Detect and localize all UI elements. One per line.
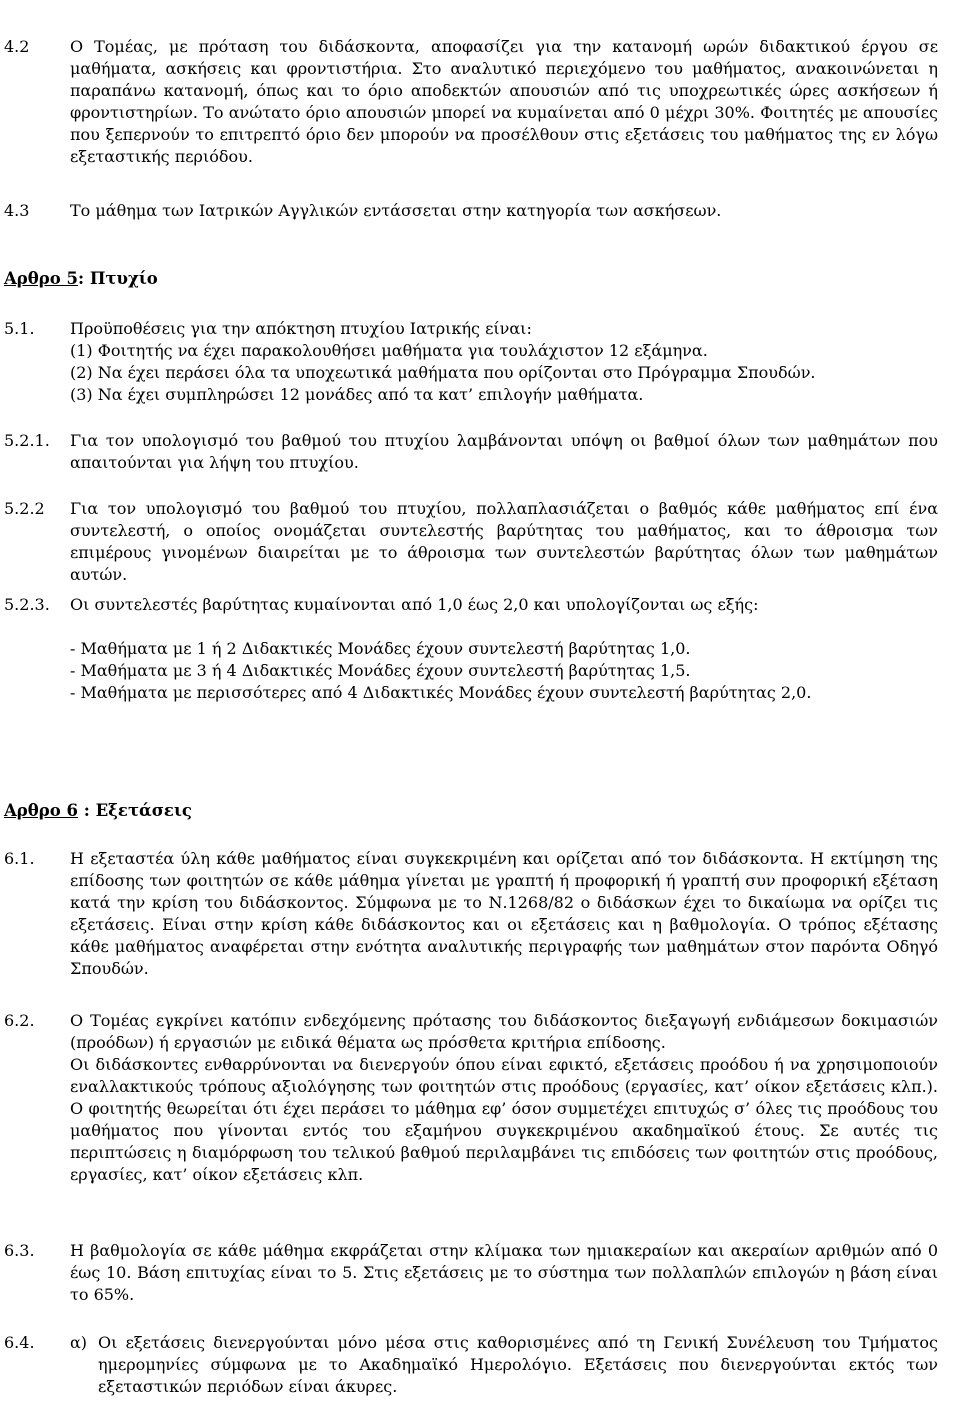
list-item: - Μαθήματα με 3 ή 4 Διδακτικές Μονάδες έχουν συντελεστή βαρύτητας 1,5. — [70, 661, 691, 680]
article-label: Αρθρο 5 — [4, 269, 78, 288]
section-number: 5.2.3. — [4, 595, 50, 614]
article-6-heading — [4, 800, 192, 822]
section-6-2 — [4, 1010, 938, 1186]
section-intro: Προϋποθέσεις για την απόκτηση πτυχίου Ιατρικής είναι: — [70, 319, 532, 338]
section-text: Η εξεταστέα ύλη κάθε μαθήματος είναι συγκεκριμένη και ορίζεται από τον διδάσκοντα. Η εκτίμηση της επίδοσης των φοιτητών σε κάθε μάθημα γίνεται με γραπτή ή προφορική ή γραπτή συν προφορική εξέταση κατά την κρίση του διδάσκοντος. Σύμφωνα με το Ν.1268/82 ο διδάσκων έχει το δικαίωμα να ορίζει τις εξετάσεις. Είναι στην κρίση κάθε διδάσκοντος και οι εξετάσεις και η βαθμολογία. Ο τρόπος εξέτασης κάθε μαθήματος αναφέρεται στην ενότητα αναλυτικής περιγραφής των μαθημάτων στον παρόντα Οδηγό Σπουδών. — [70, 849, 938, 978]
section-number: 6.3. — [4, 1241, 35, 1260]
section-5-2-2 — [4, 498, 938, 586]
section-text: Το μάθημα των Ιατρικών Αγγλικών εντάσσεται στην κατηγορία των ασκήσεων. — [70, 201, 722, 220]
section-text — [70, 1010, 938, 1186]
paragraph: Οι διδάσκοντες ενθαρρύνονται να διενεργούν όπου είναι εφικτό, εξετάσεις προόδου ή να χρησιμοποιούν εναλλακτικούς τρόπους αξιολόγησης των φοιτητών στις προόδους (εργασίες, κατ’ οίκον εξετάσεις κλπ.). Ο φοιτητής θεωρείται ότι έχει περάσει το μάθημα εφ’ όσον συμμετέχει επιτυχώς σ’ όλες τις προόδους του μαθήματος που γίνονται εντός του εξαμήνου συγκεκριμένου ακαδημαϊκού έτους. Σε αυτές τις περιπτώσεις η διαμόρφωση του τελικού βαθμού περιλαμβάνει τις επιδόσεις των φοιτητών στις προόδους, εργασίες, κατ’ οίκον εξετάσεις κλπ. — [70, 1055, 938, 1184]
paragraph: Ο Τομέας εγκρίνει κατόπιν ενδεχόμενης πρότασης του διδάσκοντος διεξαγωγή ενδιάμεσων δοκιμασιών (προόδων) ή εργασιών με ειδικά θέματα ως πρόσθετα κριτήρια επίδοσης. — [70, 1011, 938, 1052]
section-6-1 — [4, 848, 938, 980]
article-label: Αρθρο 6 — [4, 801, 78, 820]
item-marker: α) — [70, 1333, 88, 1352]
section-text: Οι συντελεστές βαρύτητας κυμαίνονται από 1,0 έως 2,0 και υπολογίζονται ως εξής: — [70, 595, 759, 614]
section-number: 5.2.2 — [4, 499, 45, 518]
section-text: Οι εξετάσεις διενεργούνται μόνο μέσα στις καθορισμένες από τη Γενική Συνέλευση του Τμήματος ημερομηνίες σύμφωνα με το Ακαδημαϊκό Ημερολόγιο. Εξετάσεις που διενεργούνται εκτός των εξεταστικών περιόδων είναι άκυρες. — [98, 1333, 938, 1396]
section-number: 6.1. — [4, 849, 35, 868]
list-item: - Μαθήματα με περισσότερες από 4 Διδακτικές Μονάδες έχουν συντελεστή βαρύτητας 2,0. — [70, 683, 812, 702]
article-title: Πτυχίο — [89, 269, 158, 288]
section-5-1 — [4, 318, 938, 406]
list-item: (1) Φοιτητής να έχει παρακολουθήσει μαθήματα για τουλάχιστον 12 εξάμηνα. — [70, 341, 708, 360]
section-5-2-3 — [4, 594, 938, 704]
section-text: Ο Τομέας, με πρόταση του διδάσκοντα, αποφασίζει για την κατανομή ωρών διδακτικού έργου σε μαθήματα, ασκήσεις και φροντιστήρια. Στο αναλυτικό περιεχόμενο του μαθήματος, ανακοινώνεται η παραπάνω κατανομή, όπως και το όριο αποδεκτών απουσιών από τις υποχρεωτικές ώρες ασκήσεων ή φροντιστηρίων. Το ανώτατο όριο απουσιών μπορεί να κυμαίνεται από 0 μέχρι 30%. Φοιτητές με απουσίες που ξεπερνούν το επιτρεπτό όριο δεν μπορούν να προσέλθουν στις εξετάσεις του μαθήματος της εν λόγω εξεταστικής περιόδου. — [70, 37, 938, 166]
section-number: 6.2. — [4, 1011, 35, 1030]
article-title: Εξετάσεις — [95, 801, 192, 820]
section-6-4 — [4, 1332, 938, 1398]
section-number: 6.4. — [4, 1333, 35, 1352]
article-separator: : — [77, 269, 90, 288]
section-number: 5.1. — [4, 319, 35, 338]
article-separator: : — [77, 801, 96, 820]
section-number: 4.3 — [4, 201, 30, 220]
section-number: 4.2 — [4, 37, 30, 56]
article-5-heading — [4, 268, 158, 290]
section-number: 5.2.1. — [4, 431, 50, 450]
section-4-3 — [4, 200, 938, 222]
section-4-2 — [4, 36, 938, 168]
list-item: (3) Να έχει συμπληρώσει 12 μονάδες από τα κατ’ επιλογήν μαθήματα. — [70, 385, 644, 404]
list-item: (2) Να έχει περάσει όλα τα υποχεωτικά μαθήματα που ορίζονται στο Πρόγραμμα Σπουδών. — [70, 363, 816, 382]
section-5-2-1 — [4, 430, 938, 474]
list-item: - Μαθήματα με 1 ή 2 Διδακτικές Μονάδες έχουν συντελεστή βαρύτητας 1,0. — [70, 639, 691, 658]
section-text: Για τον υπολογισμό του βαθμού του πτυχίου λαμβάνονται υπόψη οι βαθμοί όλων των μαθημάτων που απαιτούνται για λήψη του πτυχίου. — [70, 431, 938, 472]
section-text: Η βαθμολογία σε κάθε μάθημα εκφράζεται στην κλίμακα των ημιακεραίων και ακεραίων αριθμών από 0 έως 10. Βάση επιτυχίας είναι το 5. Στις εξετάσεις με το σύστημα των πολλαπλών επιλογών η βάση είναι το 65%. — [70, 1241, 938, 1304]
section-6-3 — [4, 1240, 938, 1306]
section-text: Για τον υπολογισμό του βαθμού του πτυχίου, πολλαπλασιάζεται ο βαθμός κάθε μαθήματος επί ένα συντελεστή, ο οποίος ονομάζεται συντελεστής βαρύτητας του μαθήματος, και το άθροισμα των επιμέρους γινομένων διαιρείται με το άθροισμα των συντελεστών βαρύτητας όλων των μαθημάτων αυτών. — [70, 499, 938, 584]
